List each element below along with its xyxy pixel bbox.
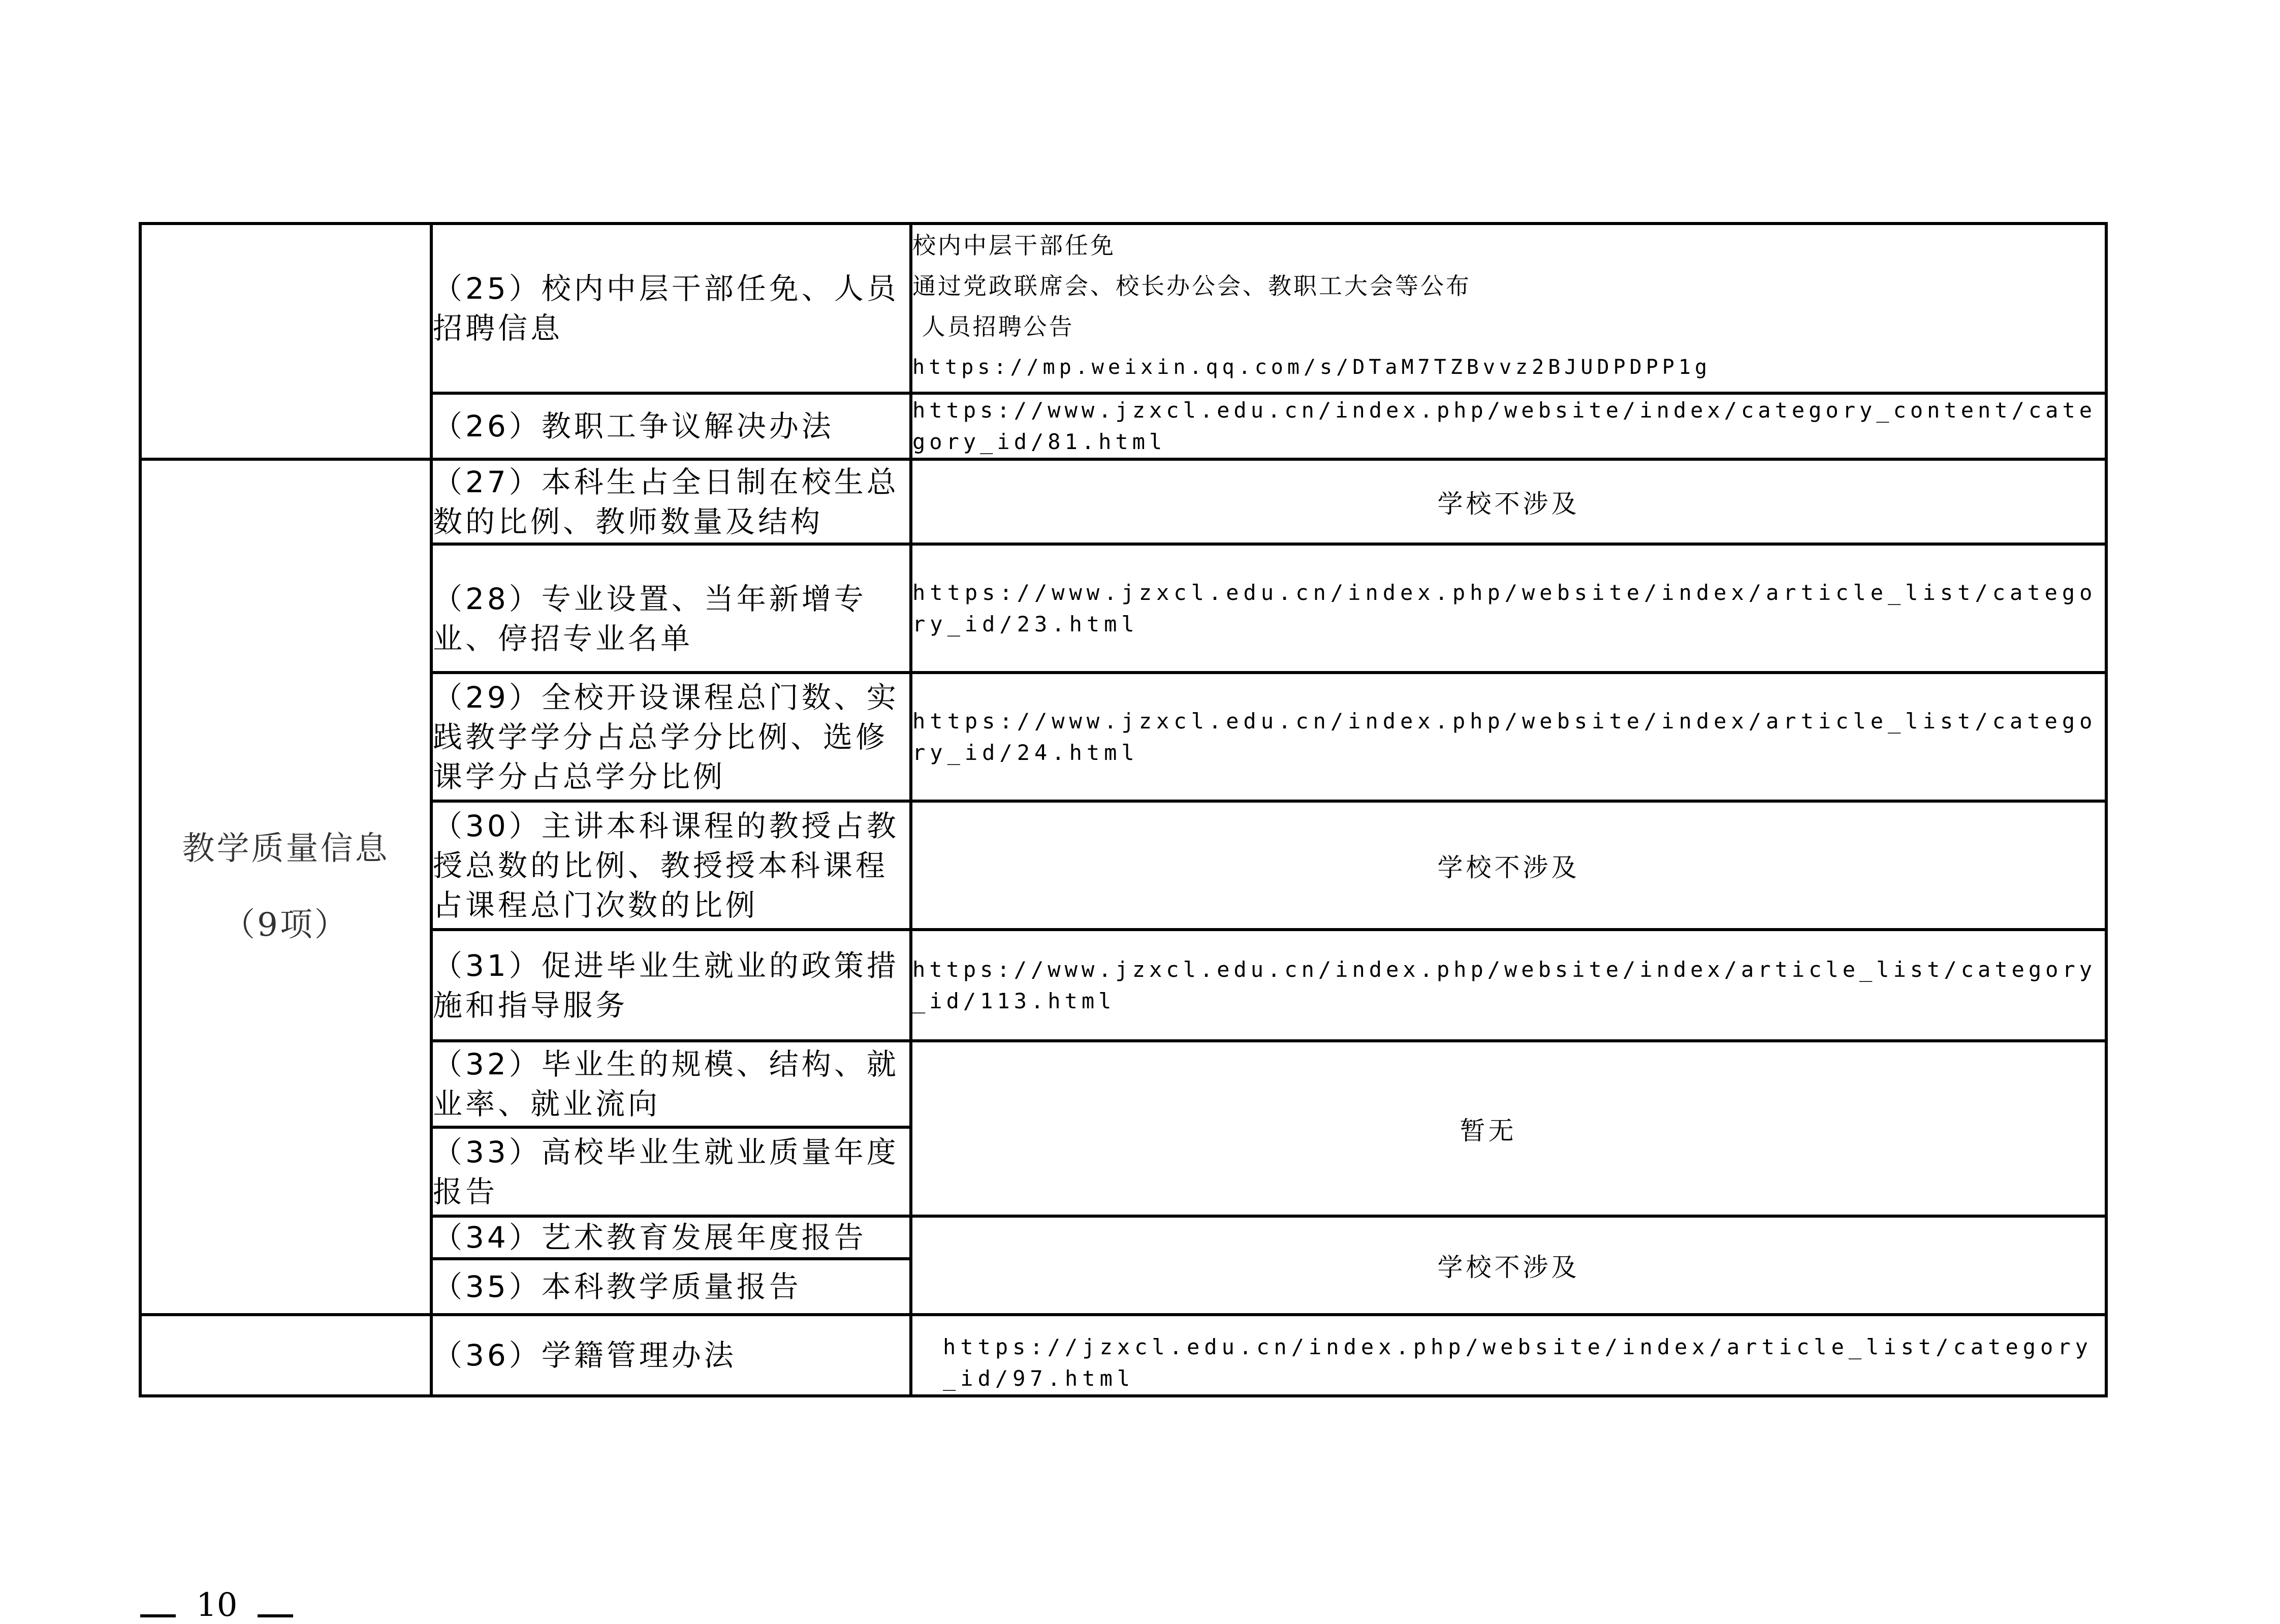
- disclosure-table: [139, 222, 2108, 1397]
- category-cell-empty: [140, 1315, 431, 1396]
- category-cell-empty: [140, 224, 431, 459]
- item-cell: （26）教职工争议解决办法: [431, 393, 911, 459]
- content-link[interactable]: https://www.jzxcl.edu.cn/index.php/website/index/article_list/category_id/24.html: [911, 673, 2106, 801]
- table-row: [140, 930, 2106, 1041]
- content-link[interactable]: https://jzxcl.edu.cn/index.php/website/index/article_list/category_id/97.html: [911, 1315, 2106, 1396]
- table-row: [140, 1315, 2106, 1396]
- content-line: 通过党政联席会、校长办公会、教职工大会等公布: [912, 272, 1471, 300]
- content-line: 校内中层干部任免: [912, 232, 1116, 259]
- table-row: [140, 1041, 2106, 1127]
- category-label: 教学质量信息: [182, 830, 390, 868]
- table-row: [140, 1216, 2106, 1259]
- item-cell: （32）毕业生的规模、结构、就业率、就业流向: [431, 1041, 911, 1127]
- page-number: 10: [196, 1586, 238, 1624]
- table-row: [140, 393, 2106, 459]
- item-cell: （36）学籍管理办法: [431, 1315, 911, 1396]
- item-cell: （30）主讲本科课程的教授占教授总数的比例、教授授本科课程占课程总门次数的比例: [431, 801, 911, 930]
- content-link[interactable]: https://mp.weixin.qq.com/s/DTaM7TZBvvz2BJUDPDPP1g: [912, 356, 1712, 379]
- item-cell: （34）艺术教育发展年度报告: [431, 1216, 911, 1259]
- content-line: 人员招聘公告: [912, 313, 1074, 340]
- footer-dash-left: [140, 1614, 176, 1617]
- content-link[interactable]: https://www.jzxcl.edu.cn/index.php/website/index/article_list/category_id/113.html: [911, 930, 2106, 1041]
- item-cell: （35）本科教学质量报告: [431, 1259, 911, 1315]
- table-row: [140, 224, 2106, 393]
- content-cell: 学校不涉及: [911, 459, 2106, 544]
- content-cell: 学校不涉及: [911, 801, 2106, 930]
- content-link[interactable]: https://www.jzxcl.edu.cn/index.php/website/index/article_list/category_id/23.html: [911, 544, 2106, 673]
- item-cell: （29）全校开设课程总门数、实践教学学分占总学分比例、选修课学分占总学分比例: [431, 673, 911, 801]
- item-cell: （27）本科生占全日制在校生总数的比例、教师数量及结构: [431, 459, 911, 544]
- category-cell: [140, 459, 431, 1315]
- table-row: [140, 673, 2106, 801]
- item-cell: （25）校内中层干部任免、人员招聘信息: [431, 224, 911, 393]
- category-count: （9项）: [223, 906, 349, 944]
- footer-dash-right: [258, 1614, 293, 1617]
- page-footer: [140, 1586, 293, 1624]
- table-row: [140, 801, 2106, 930]
- table-row: [140, 544, 2106, 673]
- content-cell: [911, 224, 2106, 393]
- content-cell: 学校不涉及: [911, 1216, 2106, 1315]
- item-cell: （28）专业设置、当年新增专业、停招专业名单: [431, 544, 911, 673]
- table-row: [140, 459, 2106, 544]
- item-cell: （33）高校毕业生就业质量年度报告: [431, 1127, 911, 1216]
- item-cell: （31）促进毕业生就业的政策措施和指导服务: [431, 930, 911, 1041]
- content-cell: 暂无: [911, 1041, 2106, 1216]
- content-link[interactable]: https://www.jzxcl.edu.cn/index.php/website/index/category_content/category_id/81.html: [911, 393, 2106, 459]
